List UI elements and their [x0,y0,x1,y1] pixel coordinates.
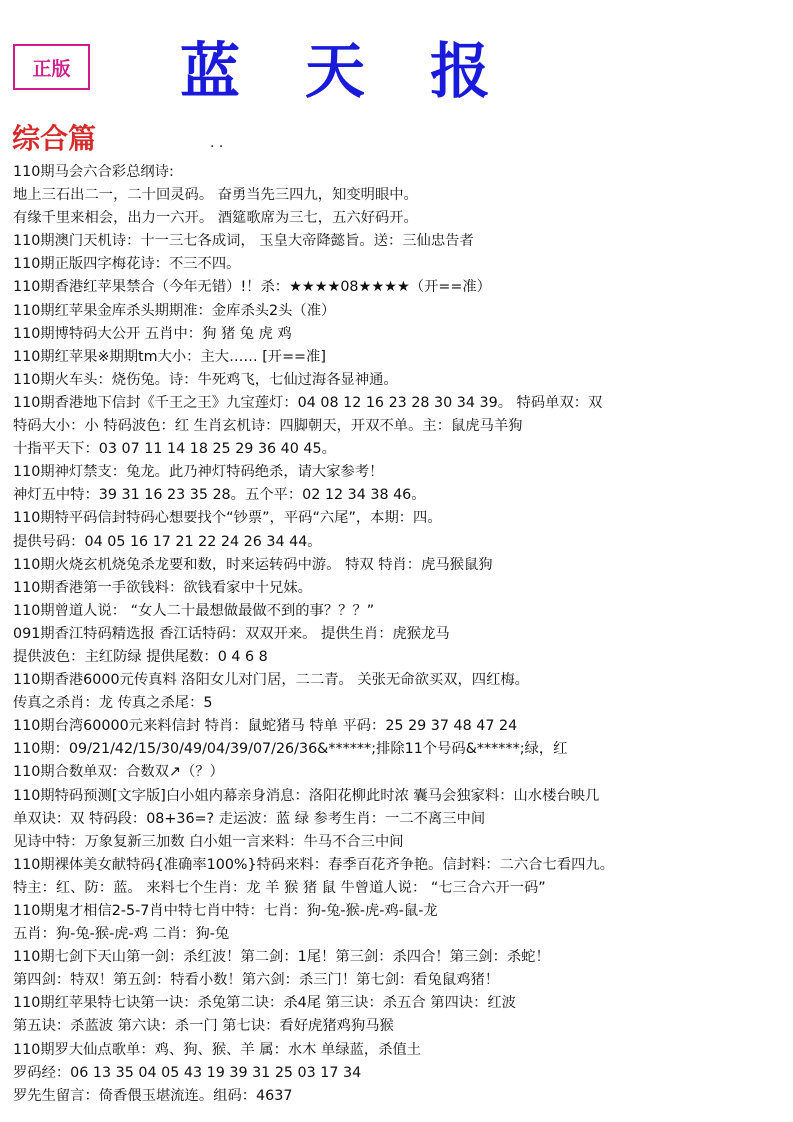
masthead-char-3: 报 [430,37,490,107]
text-line: 110期火烧玄机烧兔杀龙要和数，时来运转码中游。 特双 特肖：虎马猴鼠狗 [13,556,493,573]
text-line: 110期红苹果特七诀第一诀：杀兔第二诀：杀4尾 第三诀：杀五合 第四诀：红波 [13,995,516,1012]
text-line: 110期博特码大公开 五肖中：狗 猪 兔 虎 鸡 [13,325,292,342]
text-line: 110期七剑下天山第一剑：杀红波！第二剑：1尾！第三剑：杀四合！第三剑：杀蛇！ [13,949,550,966]
text-line: 110期香港地下信封《千王之王》九宝莲灯：04 08 12 16 23 28 30 34 39。 特码单双：双 [13,394,603,411]
text-line: 罗先生留言：倚香偎玉堪流连。组码：4637 [13,1087,293,1104]
text-line: 有缘千里来相会，出力一六开。 酒筵歌席为三七，五六好码开。 [13,210,418,227]
text-line: 110期合数单双：合数双↗（？） [13,764,224,781]
text-line: 110期正版四字梅花诗：不三不四。 [13,256,241,273]
text-line: 091期香江特码精选报 香江话特码：双双开来。 提供生肖：虎猴龙马 [13,625,450,642]
edition-badge: 正版 [13,44,90,90]
text-line: 110期澳门天机诗：十一三七各成词， 玉皇大帝降懿旨。送：三仙忠告者 [13,233,474,250]
text-line: 传真之杀肖：龙 传真之杀尾：5 [13,695,213,712]
text-line: 神灯五中特：39 31 16 23 35 28。五个平：02 12 34 38 46。 [13,487,426,504]
text-line: 110期曾道人说： “女人二十最想做最做不到的事？？？” [13,602,375,619]
text-line: 十指平天下：03 07 11 14 18 25 29 36 40 45。 [13,441,336,458]
text-line: 110期香港6000元传真料 洛阳女儿对门居，二二青。 关张无命欲买双，四红梅。 [13,672,529,689]
text-line: 110期特码预测[文字版]白小姐内幕亲身消息：洛阳花柳此时浓 囊马会独家料：山水楼台映几 [13,787,600,804]
text-line: 110期红苹果※期期tm大小：主大…… [开==准] [13,348,326,365]
content-lines [13,161,787,1108]
text-line: 110期马会六合彩总纲诗: [13,164,174,180]
masthead-char-2: 天 [305,37,365,107]
text-line: 五肖：狗-兔-猴-虎-鸡 二肖：狗-兔 [13,926,230,943]
text-line: 110期香港第一手欲钱料：欲钱看家中十兄妹。 [13,579,312,596]
text-line: 110期神灯禁支：兔龙。此乃神灯特码绝杀，请大家参考！ [13,464,384,481]
text-line: 单双诀：双 特码段：08+36=? 走运波：蓝 绿 参考生肖：一二不离三中间 [13,810,486,827]
text-line: 110期红苹果金库杀头期期准：金库杀头2头（准） [13,302,336,319]
text-line: 110期特平码信封特码心想要找个“钞票”，平码“六尾”，本期：四。 [13,510,442,527]
section-title: 综合篇 [12,122,97,155]
text-line: 110期：09/21/42/15/30/49/04/39/07/26/36&******;排除11个号码&******;绿，红 [13,741,568,758]
text-line: 见诗中特：万象复新三加数 白小姐一言来料：牛马不合三中间 [13,833,404,850]
text-line: 提供号码：04 05 16 17 21 22 24 26 34 44。 [13,533,322,550]
text-line: 特码大小：小 特码波色：红 生肖玄机诗：四脚朝天，开双不单。主：鼠虎马羊狗 [13,418,523,435]
text-line: 特主：红、防：蓝。 来料七个生肖：龙 羊 猴 猪 鼠 牛曾道人说： “七三合六开一码” [13,879,546,896]
text-line: 110期火车头：烧伤兔。诗：牛死鸡飞，七仙过海各显神通。 [13,371,398,388]
section-dots: . . [210,135,224,151]
text-line: 110期鬼才相信2-5-7肖中特七肖中特：七肖：狗-兔-猴-虎-鸡-鼠-龙 [13,903,438,919]
text-line: 地上三石出二一，二十回灵码。 奋勇当先三四九，知变明眼中。 [13,187,418,204]
masthead-char-1: 蓝 [180,37,240,107]
text-line: 第四剑：特双！第五剑：特看小数！第六剑：杀三门！第七剑：看兔鼠鸡猪！ [13,972,500,989]
text-line: 110期台湾60000元来料信封 特肖：鼠蛇猪马 特单 平码：25 29 37 48 47 24 [13,718,518,735]
text-line: 110期裸体美女献特码{准确率100%}特码来料：春季百花齐争艳。信封料：二六合七看四九。 [13,856,615,873]
text-line: 提供波色：主红防绿 提供尾数：0 4 6 8 [13,648,268,665]
masthead-title [180,32,490,107]
text-line: 罗码经：06 13 35 04 05 43 19 39 31 25 03 17 34 [13,1064,362,1081]
text-line: 110期香港红苹果禁合（今年无错）!！杀：★★★★08★★★★（开==准） [13,279,491,296]
text-line: 110期罗大仙点歌单：鸡、狗、猴、羊 属：水木 单绿蓝，杀值土 [13,1041,422,1058]
text-line: 第五诀：杀蓝波 第六诀：杀一门 第七诀：看好虎猪鸡狗马猴 [13,1018,394,1035]
